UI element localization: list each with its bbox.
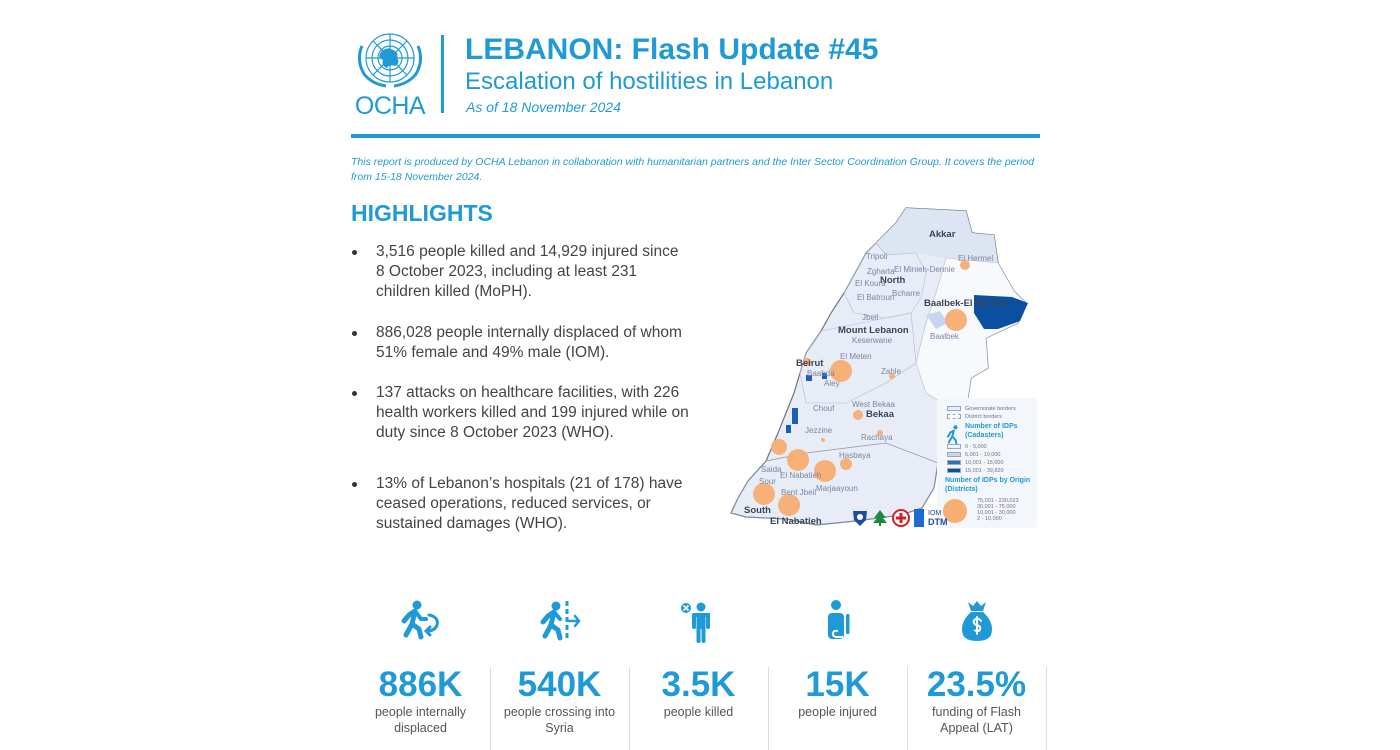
map-label-district: Chouf	[813, 404, 835, 413]
stat-label: people injured	[798, 705, 877, 719]
highlight-text: 886,028 people internally displaced of whom 51% female and 49% male (IOM).	[376, 324, 682, 361]
stat-value: 540K	[517, 665, 602, 704]
stat-label: people crossing into Syria	[503, 705, 616, 735]
map-label-mount-lebanon: Mount Lebanon	[838, 325, 909, 336]
stat-label: people killed	[663, 705, 734, 719]
highlight-text: 3,516 people killed and 14,929 injured since 8 October 2023, including at least 231 children killed (MoPH).	[376, 243, 679, 300]
map-label-district: Baalbek	[930, 332, 959, 341]
money-bag-icon	[955, 597, 999, 645]
map-label-district: El Koura	[855, 279, 886, 288]
map-label-district: El Batroun	[857, 293, 895, 302]
map-label-district: Baabda	[807, 369, 835, 378]
undp-icon	[914, 509, 924, 527]
ocha-logo	[350, 26, 430, 120]
map-label-el-nabatieh: El Nabatieh	[770, 516, 822, 527]
highlight-text: 137 attacks on healthcare facilities, with 226 health workers killed and 199 injured while on duty since 8 October 2023 (WHO).	[376, 384, 689, 441]
map-label-district: Zgharta	[867, 267, 895, 276]
highlights-heading: HIGHLIGHTS	[351, 200, 493, 226]
map-label-district: Tripoli	[866, 252, 888, 261]
legend-bubble-range: 30,001 - 75,000	[977, 504, 1016, 510]
map-label-district: Jbeil	[862, 313, 879, 322]
map-label-beirut: Beirut	[796, 358, 824, 369]
stat-crossing-syria	[490, 595, 629, 750]
legend-range: 15,001 - 39,820	[947, 468, 1004, 474]
map-label-district: Marjaayoun	[816, 484, 858, 493]
stat-value: 3.5K	[661, 665, 736, 704]
map-label-district: Aley	[824, 379, 840, 388]
displaced-person-icon	[943, 424, 963, 444]
stat-value: 23.5%	[926, 665, 1027, 704]
legend-range: 5,001 - 10,000	[947, 452, 1000, 458]
legend-cadasters-title: Number of IDPs (Cadasters)	[965, 423, 1018, 439]
highlight-text: 13% of Lebanon’s hospitals (21 of 178) have ceased operations, reduced services, or sustained damages (WHO).	[376, 475, 683, 532]
legend-range: 10,001 - 15,000	[947, 460, 1004, 466]
highlight-item	[351, 242, 691, 302]
legend-district-borders: District borders	[947, 414, 1002, 420]
partner-logos	[852, 508, 948, 528]
map-label-akkar: Akkar	[929, 229, 956, 240]
map-label-south: South	[744, 505, 771, 516]
cedar-tree-icon	[872, 509, 888, 527]
map-label-district: West Bekaa	[852, 400, 895, 409]
map-label-district: Hasbaya	[839, 451, 871, 460]
map-label-baalbek-el-hermel: Baalbek-El Hermel	[924, 298, 1008, 309]
map-label-district: Bcharre	[892, 289, 921, 298]
page-title: LEBANON: Flash Update #45	[465, 33, 879, 66]
key-figures	[351, 595, 1048, 750]
un-emblem-icon	[350, 26, 430, 92]
border-crossing-icon	[538, 597, 582, 645]
map-label-bekaa: Bekaa	[866, 409, 894, 420]
stat-killed	[629, 595, 768, 750]
map-label-district: Saida	[761, 465, 782, 474]
map-label-district: Jezzine	[805, 426, 833, 435]
header-rule	[351, 134, 1040, 138]
map-label-district: El Minieh-Dennie	[894, 265, 955, 274]
displaced-person-icon	[399, 597, 443, 645]
map-label-district: Sour	[759, 477, 776, 486]
map-label-district: El Hermel	[958, 254, 994, 263]
intro-text: This report is produced by OCHA Lebanon in collaboration with humanitarian partners and the Inter Sector Coordination Group. It covers the period from 15-18 November 2024.	[351, 156, 1035, 183]
map-label-district: Zahle	[881, 367, 902, 376]
logo-text: OCHA	[354, 92, 426, 120]
stat-value: 15K	[805, 665, 870, 704]
legend-bubble-range: 75,001 - 230,023	[977, 498, 1019, 504]
legend-origin-title: Number of IDPs by Origin (Districts)	[945, 477, 1031, 493]
person-killed-icon	[677, 597, 721, 645]
map-label-north: North	[880, 275, 906, 286]
map-label-district: Bent Jbeil	[781, 488, 817, 497]
iom-dtm-logo: IOM DTM	[928, 510, 948, 527]
stat-label: people internally displaced	[374, 705, 467, 735]
map-legend	[937, 398, 1037, 528]
stat-label: funding of Flash Appeal (LAT)	[932, 705, 1021, 735]
map-label-district: Rachaya	[861, 433, 893, 442]
stat-injured	[768, 595, 907, 750]
header-divider	[441, 35, 444, 113]
highlight-item	[351, 323, 691, 363]
report-date: As of 18 November 2024	[466, 99, 621, 115]
highlight-item	[351, 383, 691, 443]
stat-value: 886K	[378, 665, 463, 704]
person-injured-icon	[816, 597, 860, 645]
legend-bubble-range: 10,001 - 30,000	[977, 510, 1016, 516]
legend-range: 0 - 5,000	[947, 444, 987, 450]
map-label-district: El Nabatieh	[780, 471, 822, 480]
stat-funding	[907, 595, 1046, 750]
legend-bubble-range: 2 - 10,000	[977, 516, 1002, 522]
page-subtitle: Escalation of hostilities in Lebanon	[465, 68, 834, 95]
legend-governorate-borders: Governorate borders	[947, 406, 1016, 412]
stat-divider	[1046, 667, 1047, 750]
red-cross-icon	[892, 509, 910, 527]
map-label-district: El Meten	[840, 352, 872, 361]
highlight-item	[351, 474, 691, 534]
stat-idps	[351, 595, 490, 750]
laf-shield-icon	[852, 509, 868, 527]
map-label-district: Keserwane	[852, 336, 893, 345]
